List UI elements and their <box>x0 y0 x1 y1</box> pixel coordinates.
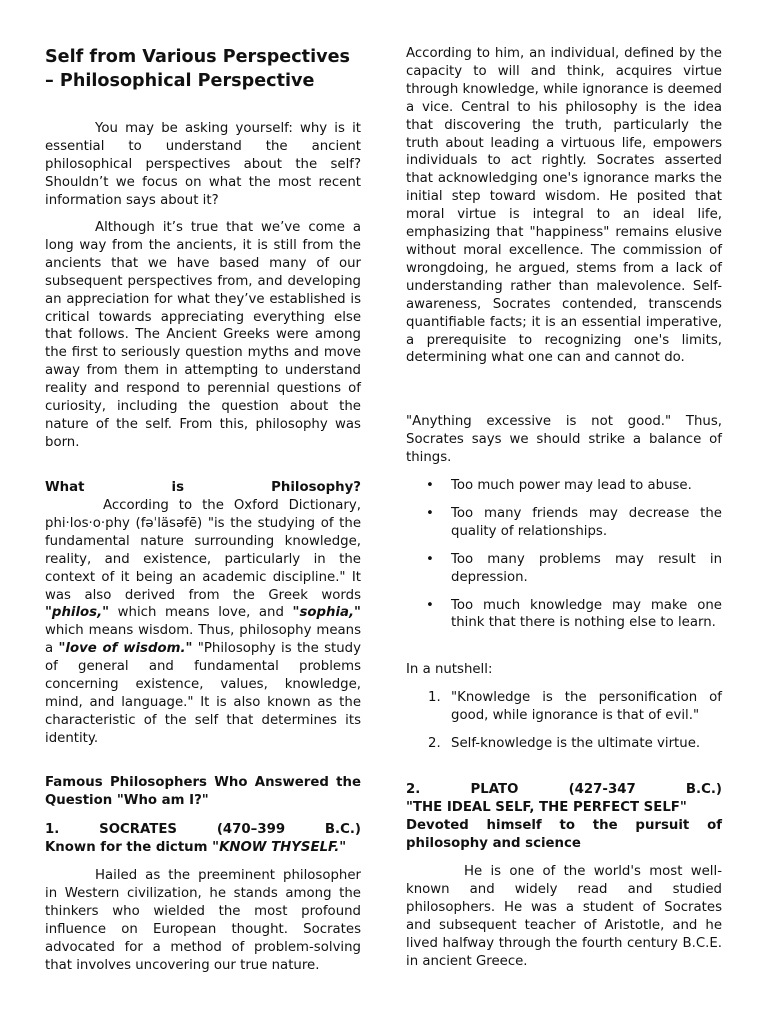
definition-text-d: "Philosophy is the study of general and fundamental problems concerning existence, values, knowledge, mind, and language." It is also known as the characteristic of the self that determines its identity. <box>45 641 361 746</box>
plato-paragraph: He is one of the world's most well-known and widely read and studied philosophers. He was a student of Socrates and subsequent teacher of Aristotle, and he lived halfway through the fourth century B.C.E. in ancient Greece. <box>406 864 722 969</box>
socrates-dictum-prefix: Known for the dictum " <box>45 840 220 855</box>
socrates-paragraph: Hailed as the preeminent philosopher in Western civilization, he stands among the thinkers who wielded the most profound influence on European thought. Socrates advocated for a method of problem-solving that involves uncovering our true nature. <box>45 868 361 973</box>
list-item: • Too many problems may result in depression. <box>406 551 722 587</box>
term-love-of-wisdom: "love of wisdom." <box>58 641 193 657</box>
know-thyself: KNOW THYSELF. <box>219 840 340 855</box>
list-item <box>406 735 722 753</box>
plato-subtitle: "THE IDEAL SELF, THE PERFECT SELF" <box>406 800 687 815</box>
nutshell-label: In a nutshell: <box>406 662 493 677</box>
list-number: 1. <box>428 690 441 705</box>
term-philos: "philos," <box>45 605 110 621</box>
page-title: Self from Various Perspectives – Philosophical Perspective <box>45 47 350 91</box>
list-item <box>406 689 722 725</box>
definition-text-b: which means love, and <box>109 605 293 621</box>
famous-philosophers-heading: Famous Philosophers Who Answered the Question "Who am I?" <box>45 775 361 808</box>
philosophy-definition-paragraph <box>45 497 361 748</box>
socrates-dictum <box>45 839 361 857</box>
socrates-heading: 1. SOCRATES (470–399 B.C.) <box>45 822 361 837</box>
excess-list <box>406 477 722 632</box>
socrates-dictum-suffix: " <box>339 840 347 855</box>
list-number: 2. <box>428 735 441 751</box>
list-item: • Too many friends may decrease the quality of relationships. <box>406 505 722 541</box>
list-item: • Too much power may lead to abuse. <box>406 477 722 495</box>
what-is-philosophy-heading: What is Philosophy? <box>45 480 361 495</box>
definition-text-a: According to the Oxford Dictionary, phi·los·o·phy (fəˈläsəfē) "is the studying of the fundamental nature surrounding knowledge, reality, and existence, particularly in the context of it being an academic discipline." It was also derived from the Greek words <box>45 498 361 603</box>
list-text: "Knowledge is the personification of good, while ignorance is that of evil." <box>451 690 722 723</box>
list-item: • Too much knowledge may make one think that there is nothing else to learn. <box>406 597 722 633</box>
plato-heading: 2. PLATO (427-347 B.C.) <box>406 782 722 797</box>
nutshell-list <box>406 689 722 753</box>
intro-paragraph: You may be asking yourself: why is it essential to understand the ancient philosophical perspectives about the self? Shouldn’t we focus on what the most recent information says about it? <box>45 121 361 208</box>
ancients-paragraph: Although it’s true that we’ve come a long way from the ancients, it is still from the ancients that we have based many of our subsequent perspectives from, and developing an appreciation for what they’ve established is critical towards appreciating everything else that follows. The Ancient Greeks were among the first to seriously question myths and move away from them in attempting to understand reality and respond to perennial questions of curiosity, including the question about the nature of the self. From this, philosophy was born. <box>45 220 361 450</box>
term-sophia: "sophia," <box>292 605 361 621</box>
virtue-paragraph: According to him, an individual, defined by the capacity to will and think, acquires virtue through knowledge, while ignorance is deemed a vice. Central to his philosophy is the idea that discovering the truth, particularly the truth about leading a virtuous life, empowers individuals to act rightly. Socrates asserted that acknowledging one's ignorance marks the initial step toward wisdom. He posited that moral virtue is integral to an ideal life, emphasizing that "happiness" remains elusive without moral excellence. The commission of wrongdoing, he argued, stems from a lack of understanding rather than malevolence. Self-awareness, Socrates contended, transcends quantifiable facts; it is an essential imperative, a prerequisite to recognizing one's limits, determining what one can and cannot do. <box>406 46 722 366</box>
excess-paragraph: "Anything excessive is not good." Thus, Socrates says we should strike a balance of things. <box>406 414 722 465</box>
definition-text-c: which means wisdom. Thus, philosophy means a <box>45 623 361 657</box>
list-text: Self-knowledge is the ultimate virtue. <box>451 735 701 751</box>
plato-devotion: Devoted himself to the pursuit of philosophy and science <box>406 818 722 851</box>
